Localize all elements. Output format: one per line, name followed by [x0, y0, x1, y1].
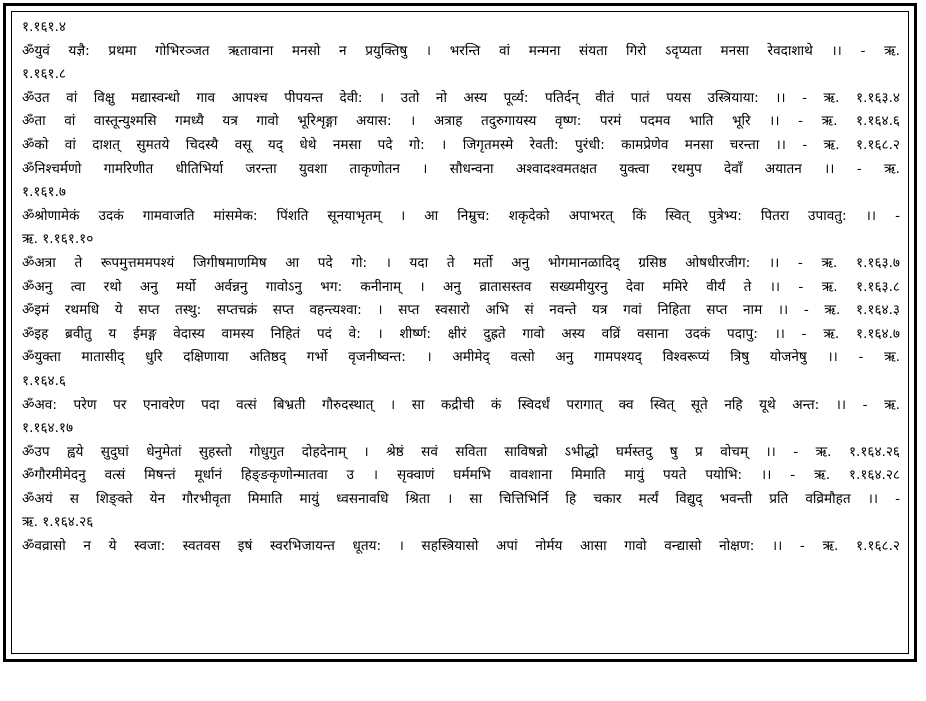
verse-line: ॐयुक्ता मातासीद् धुरि दक्षिणाया अतिष्ठद् गर्भो वृजनीष्वन्त: । अमीमेद् वत्सो अनु गामपश्यद् विश्वरूप्यं त्रिषु योजनेषु ।। - ऋ. [22, 349, 900, 366]
verse-ref: १.१६४.६ [22, 372, 66, 389]
verse-line: ॐउप ह्वये सुदुघां धेनुमेतां सुहस्तो गोधुगुत दोहदेनाम् । श्रेष्ठं सवं सविता साविषन्नो ऽभीद्धो घर्मस्तदु षु प्र वोचम् ।। - ऋ. १.१६४.२६ [22, 443, 900, 460]
verse-line: ॐअव: परेण पर एनावरेण पदा वत्सं बिभ्रती गौरुदस्थात् । सा कद्रीची कं स्विदर्धं परागात् क्व स्वित् सूते नहि यूथे अन्त: ।। - ऋ. [22, 396, 900, 413]
verse-line: ॐवव्रासो न ये स्वजा: स्वतवस इषं स्वरभिजायन्त धूतय: । सहस्त्रियासो अपां नोर्मय आसा गावो वन्द्यासो नोक्षण: ।। - ऋ. १.१६८.२ [22, 538, 900, 555]
verse-ref: ऋ. १.१६४.२६ [22, 514, 94, 531]
verse-line: ॐउत वां विक्षु मद्यास्वन्धो गाव आपश्च पीपयन्त देवी: । उतो नो अस्य पूर्व्य: पतिर्दन् वीतं पातं पयस उस्त्रियाया: ।। - ऋ. १.१६३.४ [22, 89, 900, 106]
verse-line: ॐइमं रथमधि ये सप्त तस्थु: सप्तचक्रं सप्त वहन्त्यश्वा: । सप्त स्वसारो अभि सं नवन्ते यत्र गवां निहिता सप्त नाम ।। - ऋ. १.१६४.३ [22, 302, 900, 319]
verse-line: ॐनिश्चर्मणो गामरिणीत धीतिभिर्या जरन्ता युवशा ताकृणोतन । सौधन्वना अश्वादश्वमतक्षत युक्त्वा रथमुप देवाँ अयातन ।। - ऋ. [22, 160, 900, 177]
verse-ref: ऋ. १.१६१.१० [22, 231, 94, 248]
verse-line: ॐश्रोणामेकं उदकं गामवाजति मांसमेक: पिंशति सूनयाभृतम् । आ निम्रुच: शकृदेको अपाभरत् किं स्वित् पुत्रेभ्य: पितरा उपावतु: ।। - [22, 207, 900, 224]
verse-ref: १.१६१.८ [22, 66, 66, 83]
verse-ref: १.१६१.४ [22, 19, 66, 35]
verse-line: ॐको वां दाशत् सुमतये चिदस्यै वसू यद् धेथे नमसा पदे गो: । जिगृतमस्मे रेवती: पुरंधी: कामप्रेणेव मनसा चरन्ता ।। - ऋ. १.१६८.२ [22, 136, 900, 153]
verse-line: ॐता वां वास्तून्युश्मसि गमध्यै यत्र गावो भूरिशृङ्गा अयास: । अत्राह तदुरुगायस्य वृष्ण: परमं पदमव भाति भूरि ।। - ऋ. १.१६४.६ [22, 113, 900, 130]
outer-border [3, 3, 917, 662]
verse-ref: १.१६१.७ [22, 184, 66, 201]
verse-ref: १.१६४.१७ [22, 420, 74, 437]
document-body [11, 11, 909, 654]
verse-line: ॐअयं स शिङ्क्ते येन गौरभीवृता मिमाति मायुं ध्वसनावधि श्रिता । सा चित्तिभिर्नि हि चकार मर्त्यं विद्युद् भवन्ती प्रति वव्रिमौहत ।। - [22, 490, 900, 507]
verse-line: ॐअनु त्वा रथो अनु मर्यो अर्वन्ननु गावोऽनु भग: कनीनाम् । अनु व्रातासस्तव सख्यमीयुरनु देवा ममिरे वीर्यं ते ।। - ऋ. १.१६३.८ [22, 278, 900, 295]
verse-line: ॐयुवं यज्ञै: प्रथमा गोभिरञ्जत ऋतावाना मनसो न प्रयुक्तिषु । भरन्ति वां मन्मना संयता गिरो ऽदृप्यता मनसा रेवदाशाथे ।। - ऋ. [22, 42, 900, 59]
verse-line: ॐगौरमीमेदनु वत्सं मिषन्तं मूर्धानं हिङ्ङकृणोन्मातवा उ । सृक्वाणं घर्ममभि वावशाना मिमाति मायुं पयते पयोभि: ।। - ऋ. १.१६४.२८ [22, 467, 900, 484]
verse-line: ॐइह ब्रवीतु य ईमङ्ग वेदास्य वामस्य निहितं पदं वे: । शीर्ष्ण: क्षीरं दुह्रते गावो अस्य वव्रिं वसाना उदकं पदापु: ।। - ऋ. १.१६४.७ [22, 325, 900, 342]
verse-line: ॐअत्रा ते रूपमुत्तममपश्यं जिगीषमाणमिष आ पदे गो: । यदा ते मर्तो अनु भोगमानळादिद् ग्रसिष्ठ ओषधीरजीग: ।। - ऋ. १.१६३.७ [22, 254, 900, 271]
